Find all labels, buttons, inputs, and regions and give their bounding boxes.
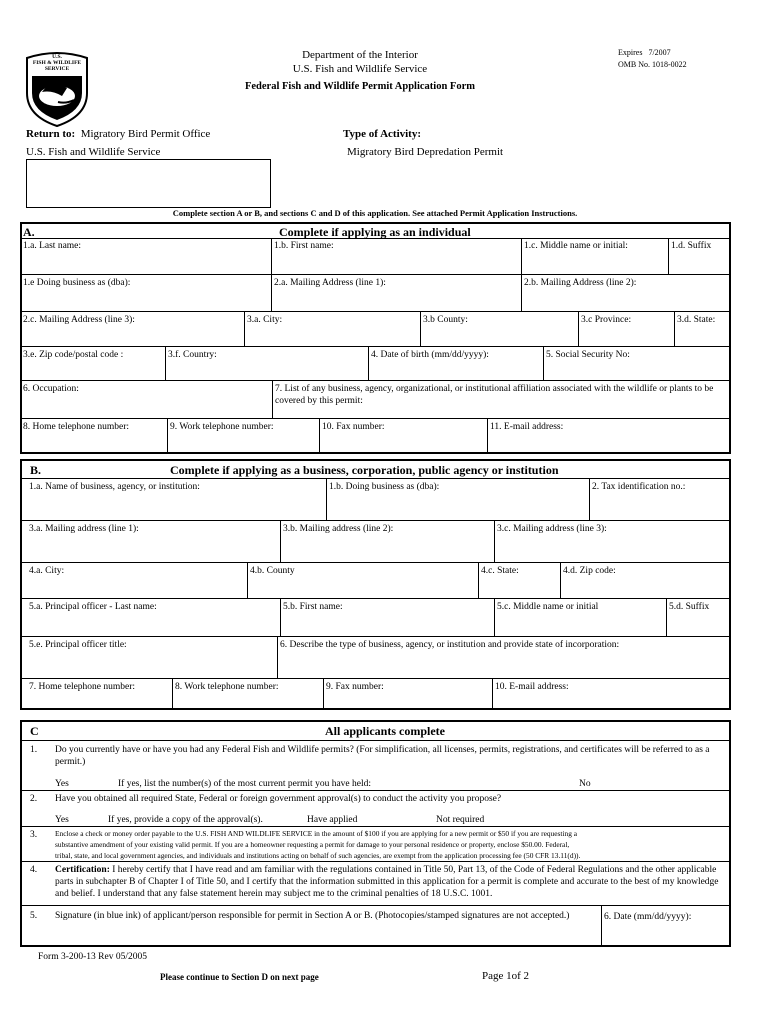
b-city-field[interactable] <box>27 563 247 598</box>
b-tax-id-label: 2. Tax identification no.: <box>592 482 686 492</box>
a-addr2-label: 2.b. Mailing Address (line 2): <box>524 278 637 288</box>
b-po-last-field[interactable] <box>27 599 280 636</box>
b-describe-label: 6. Describe the type of business, agency, or institution and provide state of incorporation: <box>280 640 620 650</box>
b-home-phone-label: 7. Home telephone number: <box>29 682 136 692</box>
logo-text-top: U.S. <box>52 54 62 60</box>
b-home-phone-field[interactable] <box>27 679 172 709</box>
continue-note: Please continue to Section D on next page <box>160 972 319 982</box>
b-zip-field[interactable] <box>560 563 730 598</box>
a-home-phone-label: 8. Home telephone number: <box>23 422 130 432</box>
department-name: Department of the Interior <box>302 49 418 61</box>
divider <box>21 826 730 827</box>
a-first-name-label: 1.b. First name: <box>274 241 334 251</box>
b-po-middle-field[interactable] <box>494 599 666 636</box>
q6-date-field[interactable] <box>601 906 730 946</box>
section-b-title: Complete if applying as a business, corporation, public agency or institution <box>170 463 559 477</box>
a-country-label: 3.f. Country: <box>168 350 217 360</box>
a-city-label: 3.a. City: <box>247 315 283 325</box>
b-addr2-field[interactable] <box>280 521 494 562</box>
a-state-label: 3.d. State: <box>677 315 716 325</box>
b-name-field[interactable] <box>27 479 326 520</box>
a-occupation-field[interactable] <box>21 381 272 418</box>
a-middle-name-label: 1.c. Middle name or initial: <box>524 241 628 251</box>
a-suffix-label: 1.d. Suffix <box>671 241 712 251</box>
b-po-title-label: 5.e. Principal officer title: <box>29 640 127 650</box>
section-c-letter: C <box>30 724 39 738</box>
a-city-field[interactable] <box>244 312 420 346</box>
b-email-label: 10. E-mail address: <box>495 682 569 692</box>
b-po-first-label: 5.b. First name: <box>283 602 343 612</box>
q4-bold-label: Certification: <box>55 865 110 875</box>
q2-if-yes: If yes, provide a copy of the approval(s). <box>108 815 263 825</box>
b-zip-label: 4.d. Zip code: <box>563 566 616 576</box>
b-county-field[interactable] <box>247 563 478 598</box>
activity-label: Type of Activity: <box>343 128 422 140</box>
b-tax-id-field[interactable] <box>589 479 730 520</box>
q1-yes-option[interactable]: Yes <box>55 779 69 789</box>
b-dba-field[interactable] <box>326 479 589 520</box>
divider <box>21 790 730 791</box>
b-fax-field[interactable] <box>323 679 492 709</box>
page-number: Page 1of 2 <box>482 970 530 982</box>
q6-date-label: 6. Date (mm/dd/yyyy): <box>604 912 692 922</box>
section-c-title: All applicants complete <box>325 724 445 738</box>
q1-text: Do you currently have or have you had any Federal Fish and Wildlife permits? (For simplification, all licenses, permits, registrations, and certificates will be referred to as a permit.) <box>55 745 710 767</box>
return-to-office: Migratory Bird Permit Office <box>80 128 211 140</box>
section-a-letter: A. <box>23 225 35 239</box>
return-to-label: Return to: <box>26 128 76 140</box>
a-province-label: 3.c Province: <box>581 315 632 325</box>
a-addr2-field[interactable] <box>521 275 730 311</box>
a-last-name-field[interactable] <box>21 238 271 274</box>
address-label-box[interactable] <box>26 159 271 208</box>
return-to <box>26 128 210 140</box>
b-po-last-label: 5.a. Principal officer - Last name: <box>29 602 157 612</box>
q3-number: 3. <box>30 830 38 840</box>
a-addr1-field[interactable] <box>271 275 521 311</box>
q2-yes-option[interactable]: Yes <box>55 815 69 825</box>
b-po-title-field[interactable] <box>27 637 277 678</box>
q4-certification-text: I hereby certify that I have read and am familiar with the regulations contained in Title 50, Part 13, of the Code of Federal Regulations and the other applicable parts in subchapter B of Chapter I of Title 50, and I certify that the information submitted in this application for a permit is complete and accurate to the best of my knowledge and belief. I understand that any false statement herein may subject me to the criminal penalties of 18 U.S.C. 1001. <box>55 865 719 899</box>
a-email-field[interactable] <box>487 419 730 453</box>
a-ssn-label: 5. Social Security No: <box>546 350 630 360</box>
service-name: U.S. Fish and Wildlife Service <box>292 63 428 75</box>
b-work-phone-field[interactable] <box>172 679 323 709</box>
a-fax-label: 10. Fax number: <box>322 422 385 432</box>
a-email-label: 11. E-mail address: <box>490 422 564 432</box>
logo-text-line1: FISH & WILDLIFE <box>32 60 82 66</box>
b-po-middle-label: 5.c. Middle name or initial <box>497 602 599 612</box>
q2-number: 2. <box>30 794 38 804</box>
q3-line3: tribal, state, and local government agencies, and individuals and institutions acting on behalf of such agencies, are exempt from the application processing fee (50 CFR 13.11(d)). <box>55 851 581 860</box>
return-to-service: U.S. Fish and Wildlife Service <box>26 146 161 158</box>
logo-text-line2: SERVICE <box>44 66 70 72</box>
omb-number: OMB No. 1018-0022 <box>618 60 687 69</box>
a-zip-label: 3.e. Zip code/postal code : <box>23 350 124 360</box>
a-last-name-label: 1.a. Last name: <box>23 241 82 251</box>
a-fax-field[interactable] <box>319 419 487 453</box>
q2-text: Have you obtained all required State, Federal or foreign government approval(s) to conduct the activity you propose? <box>55 794 502 804</box>
a-addr3-field[interactable] <box>21 312 244 346</box>
b-state-field[interactable] <box>478 563 560 598</box>
section-b-letter: B. <box>30 463 42 477</box>
a-work-phone-label: 9. Work telephone number: <box>170 422 274 432</box>
b-po-suffix-field[interactable] <box>666 599 730 636</box>
b-describe-field[interactable] <box>277 637 730 678</box>
form-title: Federal Fish and Wildlife Permit Application Form <box>244 81 476 92</box>
q1-no-option[interactable]: No <box>579 779 591 789</box>
b-addr3-label: 3.c. Mailing address (line 3): <box>497 524 607 534</box>
section-a-title: Complete if applying as an individual <box>279 225 471 239</box>
expires-label: Expires <box>618 48 643 57</box>
a-zip-field[interactable] <box>21 347 165 380</box>
q5-signature-field[interactable] <box>55 910 595 944</box>
a-occupation-label: 6. Occupation: <box>23 384 79 394</box>
a-dob-label: 4. Date of birth (mm/dd/yyyy): <box>371 350 489 360</box>
a-ssn-field[interactable] <box>543 347 730 380</box>
q3-line2: substantive amendment of your existing valid permit. If you are a homeowner requesting a permit for damage to your personal residence or property, enclose $50.00. Federal, <box>55 840 570 849</box>
divider <box>21 861 730 862</box>
q4-text <box>55 864 725 900</box>
q4-number: 4. <box>30 865 38 875</box>
expires-info <box>618 48 671 59</box>
activity-value: Migratory Bird Depredation Permit <box>347 146 504 158</box>
q2-not-required-option[interactable]: Not required <box>436 815 485 825</box>
b-city-label: 4.a. City: <box>29 566 65 576</box>
q5-number: 5. <box>30 911 38 921</box>
a-dba-field[interactable] <box>21 275 271 311</box>
a-work-phone-field[interactable] <box>167 419 319 453</box>
b-addr1-label: 3.a. Mailing address (line 1): <box>29 524 139 534</box>
a-addr3-label: 2.c. Mailing Address (line 3): <box>23 315 135 325</box>
a-county-label: 3.b County: <box>423 315 468 325</box>
a-dob-field[interactable] <box>368 347 543 380</box>
b-email-field[interactable] <box>492 679 730 709</box>
a-first-name-field[interactable] <box>271 238 521 274</box>
a-addr1-label: 2.a. Mailing Address (line 1): <box>274 278 386 288</box>
b-addr3-field[interactable] <box>494 521 730 562</box>
q2-applied-option[interactable]: Have applied <box>307 815 358 825</box>
expires-value: 7/2007 <box>648 48 671 57</box>
b-po-first-field[interactable] <box>280 599 494 636</box>
b-addr2-label: 3.b. Mailing address (line 2): <box>283 524 394 534</box>
a-county-field[interactable] <box>420 312 578 346</box>
a-province-field[interactable] <box>578 312 674 346</box>
b-po-suffix-label: 5.d. Suffix <box>669 602 710 612</box>
a-middle-name-field[interactable] <box>521 238 668 274</box>
b-fax-label: 9. Fax number: <box>326 682 384 692</box>
agency-logo <box>22 48 92 128</box>
form-number: Form 3-200-13 Rev 05/2005 <box>38 952 147 962</box>
logo-text <box>22 54 92 72</box>
b-county-label: 4.b. County <box>250 566 295 576</box>
instructions: Complete section A or B, and sections C and D of this application. See attached Permit Application Instructions. <box>172 208 578 218</box>
a-state-field[interactable] <box>674 312 730 346</box>
q1-number: 1. <box>30 745 38 755</box>
q3-line1: Enclose a check or money order payable to the U.S. FISH AND WILDLIFE SERVICE in the amount of $100 if you are applying for a new permit or $50 if you are requesting a <box>55 829 578 838</box>
b-addr1-field[interactable] <box>27 521 280 562</box>
a-home-phone-field[interactable] <box>21 419 167 453</box>
b-name-label: 1.a. Name of business, agency, or institution: <box>29 482 200 492</box>
q5-signature-label: Signature (in blue ink) of applicant/person responsible for permit in Section A or B. (Photocopies/stamped signatures are not accepted.) <box>55 911 570 921</box>
a-suffix-field[interactable] <box>668 238 730 274</box>
a-affiliation-label: 7. List of any business, agency, organizational, or institutional affiliation associated with the wildlife or plants to be covered by this permit: <box>275 384 714 406</box>
a-country-field[interactable] <box>165 347 368 380</box>
b-state-label: 4.c. State: <box>481 566 519 576</box>
b-dba-label: 1.b. Doing business as (dba): <box>329 482 440 492</box>
b-work-phone-label: 8. Work telephone number: <box>175 682 279 692</box>
a-dba-label: 1.e Doing business as (dba): <box>23 278 131 288</box>
q1-if-yes: If yes, list the number(s) of the most current permit you have held: <box>118 779 372 789</box>
a-affiliation-field[interactable] <box>272 381 730 418</box>
